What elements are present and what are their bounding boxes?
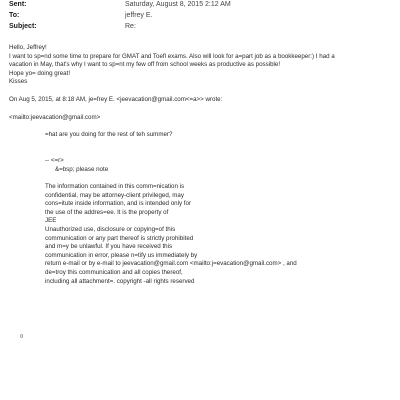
mailto-line xyxy=(9,114,100,123)
subject-label: Subject: xyxy=(9,23,37,30)
sig-note: &=bsp; please note xyxy=(55,165,109,173)
disclaimer-line: Unauthorized use, disclosure or copying=of this xyxy=(45,225,176,233)
disclaimer xyxy=(45,183,297,286)
disclaimer-line: de=troy this communication and all copies thereof, xyxy=(45,268,183,276)
disclaimer-line: communication or any part thereof is strictly prohibited xyxy=(45,234,194,242)
body-line: vacation in May, that's why I want to sp=nt my few off from school weeks as productive as possible! xyxy=(9,61,281,69)
quoted-question xyxy=(45,131,172,140)
sent-label: Sent: xyxy=(9,1,27,8)
disclaimer-line: cons=itute inside information, and is intended only for xyxy=(45,200,192,208)
greeting: Hello, Jeffrey! xyxy=(9,44,47,51)
disclaimer-line: and m=y be unlawful. If you have received this xyxy=(45,243,173,251)
question-text: =hat are you doing for the rest of teh summer? xyxy=(45,131,173,138)
disclaimer-line: including all attachment=. copyright -all rights reserved xyxy=(45,277,195,285)
sig-dash: -- <=r> xyxy=(45,157,64,164)
signature xyxy=(45,157,64,166)
sent-value: Saturday, August 8, 2015 2:12 AM xyxy=(125,1,231,8)
disclaimer-line: communication in error, please n=tify us immediately by xyxy=(45,251,198,259)
body-line: Hope yo= doing great! xyxy=(9,69,71,77)
signature-note xyxy=(55,166,108,175)
to-label: To: xyxy=(9,12,20,19)
subject-value: Re: xyxy=(125,23,136,30)
end-mark: ¤ xyxy=(20,334,24,340)
disclaimer-line: the use of the addres=ee. It is the property of xyxy=(45,208,169,216)
mailto-link: <mailto:jeevacation@gmail.com> xyxy=(9,114,101,121)
quote-header xyxy=(9,96,222,105)
reply-body xyxy=(9,44,335,87)
disclaimer-line: confidential, may be attorney-client privileged, may xyxy=(45,191,184,199)
quote-attribution: On Aug 5, 2015, at 8:18 AM, je=frey E. <jeevacation@gmail.com<=a>> wrote: xyxy=(9,96,223,103)
disclaimer-line: The information contained in this comm=nication is xyxy=(45,183,185,190)
disclaimer-line: JEE xyxy=(45,217,57,225)
to-value: jeffrey E. xyxy=(125,12,153,19)
disclaimer-line: return e-mail or by e-mail to jeevacation@gmail.com <mailto:j=evacation@gmail.com> , and xyxy=(45,260,297,268)
body-line: I want to sp=nd some time to prepare for GMAT and Toefl exams. Also will look for a=part job as a bookkeeper:) I had a xyxy=(9,52,335,60)
body-line: Kisses xyxy=(9,78,28,86)
